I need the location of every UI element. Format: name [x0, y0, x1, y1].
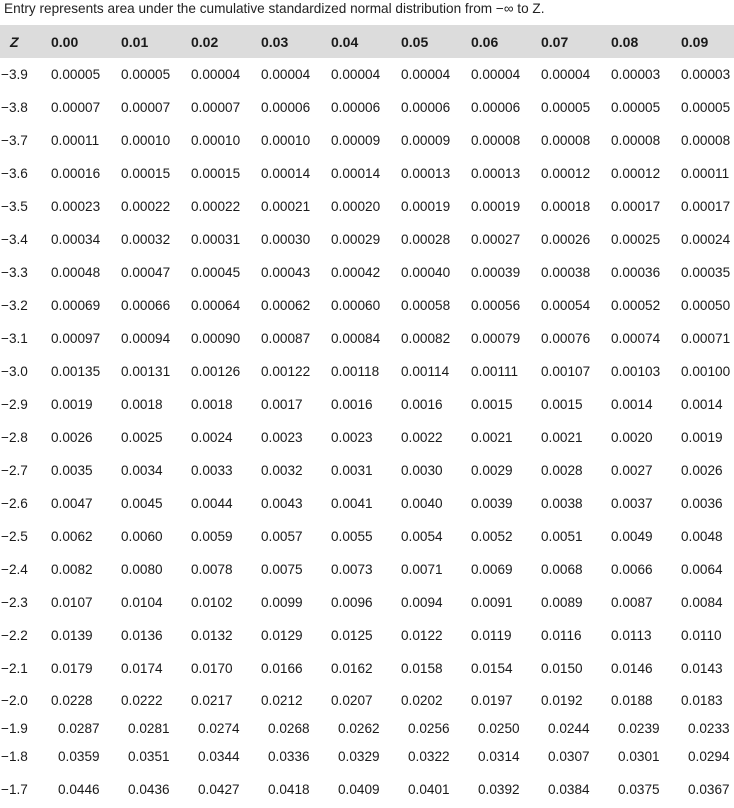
z-value-cell: −1.8 [1, 749, 28, 764]
probability-cell: 0.0314 [478, 749, 520, 764]
probability-cell: 0.0202 [401, 693, 443, 708]
probability-cell: 0.0035 [51, 463, 93, 478]
probability-cell: 0.00004 [331, 67, 381, 82]
table-row [0, 223, 734, 256]
probability-cell: 0.0049 [611, 529, 653, 544]
probability-cell: 0.00010 [121, 133, 171, 148]
probability-cell: 0.00094 [121, 331, 171, 346]
probability-cell: 0.00020 [331, 199, 381, 214]
probability-cell: 0.00066 [121, 298, 171, 313]
probability-cell: 0.0078 [191, 562, 233, 577]
probability-cell: 0.00082 [401, 331, 451, 346]
probability-cell: 0.0031 [331, 463, 373, 478]
probability-cell: 0.0122 [401, 628, 443, 643]
probability-cell: 0.0166 [261, 661, 303, 676]
table-row [0, 289, 734, 322]
z-value-cell: −2.4 [1, 562, 28, 577]
probability-cell: 0.00010 [261, 133, 311, 148]
probability-cell: 0.00114 [401, 364, 450, 379]
probability-cell: 0.00064 [191, 298, 241, 313]
probability-cell: 0.00025 [611, 232, 661, 247]
probability-cell: 0.0262 [338, 720, 380, 736]
table-row [0, 716, 734, 740]
probability-cell: 0.00018 [541, 199, 591, 214]
probability-cell: 0.0069 [471, 562, 513, 577]
header-row [0, 25, 734, 58]
probability-cell: 0.00014 [261, 166, 311, 181]
probability-cell: 0.00030 [261, 232, 311, 247]
probability-cell: 0.00006 [401, 100, 451, 115]
probability-cell: 0.0052 [471, 529, 513, 544]
probability-cell: 0.00038 [541, 265, 591, 280]
probability-cell: 0.0024 [191, 430, 233, 445]
probability-cell: 0.0015 [541, 397, 583, 412]
probability-cell: 0.00006 [331, 100, 381, 115]
probability-cell: 0.00111 [471, 364, 519, 379]
z-value-cell: −3.9 [1, 67, 28, 82]
probability-cell: 0.00019 [401, 199, 451, 214]
probability-cell: 0.00005 [51, 67, 101, 82]
probability-cell: 0.00021 [261, 199, 311, 214]
table-row [0, 190, 734, 223]
probability-cell: 0.00004 [401, 67, 451, 82]
probability-cell: 0.00006 [261, 100, 311, 115]
probability-cell: 0.0018 [121, 397, 163, 412]
probability-cell: 0.0418 [268, 782, 310, 797]
z-value-cell: −3.0 [1, 364, 28, 379]
probability-cell: 0.0018 [191, 397, 233, 412]
probability-cell: 0.0016 [331, 397, 373, 412]
table-row [0, 553, 734, 586]
probability-cell: 0.0162 [331, 661, 373, 676]
probability-cell: 0.0060 [121, 529, 163, 544]
probability-cell: 0.00071 [681, 331, 731, 346]
probability-cell: 0.0017 [261, 397, 303, 412]
probability-cell: 0.00029 [331, 232, 381, 247]
probability-cell: 0.00009 [331, 133, 381, 148]
probability-cell: 0.00011 [51, 133, 100, 148]
probability-cell: 0.00135 [51, 364, 101, 379]
table-caption: Entry represents area under the cumulative standardized normal distribution from −∞ to Z. [4, 1, 545, 16]
column-header: 0.05 [401, 33, 429, 50]
probability-cell: 0.00028 [401, 232, 451, 247]
probability-cell: 0.0073 [331, 562, 373, 577]
probability-cell: 0.0021 [541, 430, 583, 445]
probability-cell: 0.0119 [471, 628, 512, 643]
probability-cell: 0.0094 [401, 595, 443, 610]
probability-cell: 0.00003 [681, 67, 731, 82]
column-header: 0.06 [471, 33, 499, 50]
table-row [0, 740, 734, 773]
probability-cell: 0.00012 [611, 166, 661, 181]
probability-cell: 0.00126 [191, 364, 241, 379]
probability-cell: 0.0174 [121, 661, 163, 676]
probability-cell: 0.0036 [681, 496, 723, 511]
probability-cell: 0.00012 [541, 166, 591, 181]
probability-cell: 0.0154 [471, 661, 513, 676]
probability-cell: 0.0099 [261, 595, 303, 610]
probability-cell: 0.00007 [121, 100, 171, 115]
z-value-cell: −3.3 [1, 265, 28, 280]
probability-cell: 0.0110 [681, 628, 722, 643]
probability-cell: 0.0041 [331, 496, 373, 511]
probability-cell: 0.00043 [261, 265, 311, 280]
probability-cell: 0.0233 [688, 720, 730, 736]
probability-cell: 0.00011 [681, 166, 730, 181]
probability-cell: 0.0032 [261, 463, 303, 478]
probability-cell: 0.00090 [191, 331, 241, 346]
probability-cell: 0.00022 [121, 199, 171, 214]
probability-cell: 0.0015 [471, 397, 513, 412]
probability-cell: 0.00022 [191, 199, 241, 214]
z-value-cell: −2.7 [1, 463, 28, 478]
probability-cell: 0.00023 [51, 199, 101, 214]
probability-cell: 0.0367 [688, 782, 730, 797]
probability-cell: 0.0068 [541, 562, 583, 577]
z-value-cell: −3.1 [1, 331, 28, 346]
probability-cell: 0.0217 [191, 693, 233, 708]
probability-cell: 0.0066 [611, 562, 653, 577]
probability-cell: 0.00024 [681, 232, 731, 247]
probability-cell: 0.0064 [681, 562, 723, 577]
probability-cell: 0.0409 [338, 782, 380, 797]
table-row [0, 124, 734, 157]
table-row [0, 619, 734, 652]
probability-cell: 0.0062 [51, 529, 93, 544]
probability-cell: 0.0026 [51, 430, 93, 445]
probability-cell: 0.0104 [121, 595, 163, 610]
probability-cell: 0.00004 [191, 67, 241, 82]
column-header: 0.00 [51, 33, 79, 50]
table-row [0, 685, 734, 716]
probability-cell: 0.00060 [331, 298, 381, 313]
probability-cell: 0.00118 [331, 364, 380, 379]
probability-cell: 0.0075 [261, 562, 303, 577]
table-row [0, 454, 734, 487]
probability-cell: 0.00004 [541, 67, 591, 82]
probability-cell: 0.00076 [541, 331, 591, 346]
probability-cell: 0.0212 [261, 693, 303, 708]
z-value-cell: −2.6 [1, 496, 28, 511]
probability-cell: 0.0125 [331, 628, 373, 643]
z-value-cell: −2.3 [1, 595, 28, 610]
probability-cell: 0.00017 [611, 199, 661, 214]
probability-cell: 0.0029 [471, 463, 513, 478]
table-row [0, 487, 734, 520]
column-header: 0.07 [541, 33, 569, 50]
probability-cell: 0.0030 [401, 463, 443, 478]
probability-cell: 0.0228 [51, 693, 93, 708]
probability-cell: 0.0039 [471, 496, 513, 511]
probability-cell: 0.0392 [478, 782, 520, 797]
probability-cell: 0.0150 [541, 661, 583, 676]
probability-cell: 0.00026 [541, 232, 591, 247]
probability-cell: 0.0107 [51, 595, 93, 610]
probability-cell: 0.0028 [541, 463, 583, 478]
probability-cell: 0.00003 [611, 67, 661, 82]
probability-cell: 0.0016 [401, 397, 443, 412]
probability-cell: 0.00005 [681, 100, 731, 115]
probability-cell: 0.0047 [51, 496, 93, 511]
probability-cell: 0.00131 [121, 364, 171, 379]
probability-cell: 0.0023 [261, 430, 303, 445]
probability-cell: 0.00004 [471, 67, 521, 82]
probability-cell: 0.0102 [191, 595, 233, 610]
probability-cell: 0.0307 [548, 749, 590, 764]
probability-cell: 0.0329 [338, 749, 380, 764]
probability-cell: 0.00007 [51, 100, 101, 115]
probability-cell: 0.00009 [401, 133, 451, 148]
probability-cell: 0.00007 [191, 100, 241, 115]
probability-cell: 0.0351 [128, 749, 170, 764]
column-header: 0.03 [261, 33, 289, 50]
probability-cell: 0.0239 [618, 720, 660, 736]
probability-cell: 0.0043 [261, 496, 303, 511]
probability-cell: 0.00103 [611, 364, 661, 379]
probability-cell: 0.0071 [401, 562, 443, 577]
probability-cell: 0.0170 [191, 661, 233, 676]
z-value-cell: −2.8 [1, 430, 28, 445]
probability-cell: 0.0359 [58, 749, 100, 764]
probability-cell: 0.0427 [198, 782, 240, 797]
probability-cell: 0.0014 [611, 397, 653, 412]
table-row [0, 586, 734, 619]
probability-cell: 0.0384 [548, 782, 590, 797]
probability-cell: 0.00036 [611, 265, 661, 280]
probability-cell: 0.0281 [128, 720, 170, 736]
table-row [0, 388, 734, 421]
probability-cell: 0.0034 [121, 463, 163, 478]
probability-cell: 0.0250 [478, 720, 520, 736]
probability-cell: 0.0023 [331, 430, 373, 445]
probability-cell: 0.0192 [541, 693, 583, 708]
probability-cell: 0.0294 [688, 749, 730, 764]
probability-cell: 0.00027 [471, 232, 521, 247]
probability-cell: 0.00039 [471, 265, 521, 280]
probability-cell: 0.0436 [128, 782, 170, 797]
probability-cell: 0.00107 [541, 364, 591, 379]
z-value-cell: −1.9 [1, 720, 28, 736]
probability-cell: 0.00087 [261, 331, 311, 346]
probability-cell: 0.0143 [681, 661, 723, 676]
probability-cell: 0.00040 [401, 265, 451, 280]
probability-cell: 0.0059 [191, 529, 233, 544]
column-header: 0.08 [611, 33, 639, 50]
probability-cell: 0.00042 [331, 265, 381, 280]
probability-cell: 0.00100 [681, 364, 731, 379]
probability-cell: 0.00014 [331, 166, 381, 181]
probability-cell: 0.0026 [681, 463, 723, 478]
probability-cell: 0.00048 [51, 265, 101, 280]
probability-cell: 0.0132 [191, 628, 233, 643]
probability-cell: 0.00017 [681, 199, 731, 214]
probability-cell: 0.0014 [681, 397, 723, 412]
probability-cell: 0.0183 [681, 693, 723, 708]
table-body [0, 58, 734, 806]
probability-cell: 0.0033 [191, 463, 233, 478]
probability-cell: 0.0222 [121, 693, 163, 708]
column-header: 0.02 [191, 33, 219, 50]
probability-cell: 0.0084 [681, 595, 723, 610]
probability-cell: 0.0019 [681, 430, 723, 445]
z-value-cell: −2.1 [1, 661, 28, 676]
z-value-cell: −3.5 [1, 199, 28, 214]
z-value-cell: −3.8 [1, 100, 28, 115]
probability-cell: 0.0019 [51, 397, 93, 412]
probability-cell: 0.00013 [401, 166, 451, 181]
probability-cell: 0.0287 [58, 720, 100, 736]
z-value-cell: −3.6 [1, 166, 28, 181]
probability-cell: 0.0055 [331, 529, 373, 544]
probability-cell: 0.0048 [681, 529, 723, 544]
probability-cell: 0.0207 [331, 693, 373, 708]
probability-cell: 0.0054 [401, 529, 443, 544]
probability-cell: 0.00005 [541, 100, 591, 115]
probability-cell: 0.00069 [51, 298, 101, 313]
probability-cell: 0.00050 [681, 298, 731, 313]
probability-cell: 0.0446 [58, 782, 100, 797]
probability-cell: 0.00008 [541, 133, 591, 148]
z-value-cell: −3.7 [1, 133, 28, 148]
z-column-header: Z [10, 33, 19, 50]
probability-cell: 0.0040 [401, 496, 443, 511]
probability-cell: 0.00016 [51, 166, 101, 181]
probability-cell: 0.00004 [261, 67, 311, 82]
probability-cell: 0.0087 [611, 595, 653, 610]
probability-cell: 0.0179 [51, 661, 93, 676]
probability-cell: 0.0021 [471, 430, 513, 445]
probability-cell: 0.00097 [51, 331, 101, 346]
column-header: 0.04 [331, 33, 359, 50]
probability-cell: 0.0188 [611, 693, 653, 708]
probability-cell: 0.00010 [191, 133, 241, 148]
probability-cell: 0.0139 [51, 628, 93, 643]
probability-cell: 0.00015 [191, 166, 241, 181]
z-value-cell: −2.5 [1, 529, 28, 544]
probability-cell: 0.0129 [261, 628, 303, 643]
z-value-cell: −2.2 [1, 628, 28, 643]
probability-cell: 0.0136 [121, 628, 163, 643]
table-row [0, 157, 734, 190]
probability-cell: 0.00031 [191, 232, 241, 247]
probability-cell: 0.0274 [198, 720, 240, 736]
probability-cell: 0.00045 [191, 265, 241, 280]
probability-cell: 0.0401 [408, 782, 450, 797]
z-value-cell: −3.2 [1, 298, 28, 313]
probability-cell: 0.00005 [121, 67, 171, 82]
probability-cell: 0.00084 [331, 331, 381, 346]
probability-cell: 0.0113 [611, 628, 652, 643]
probability-cell: 0.0336 [268, 749, 310, 764]
probability-cell: 0.0080 [121, 562, 163, 577]
probability-cell: 0.0096 [331, 595, 373, 610]
z-value-cell: −2.0 [1, 693, 28, 708]
probability-cell: 0.00074 [611, 331, 661, 346]
probability-cell: 0.00058 [401, 298, 451, 313]
probability-cell: 0.0020 [611, 430, 653, 445]
table-row [0, 91, 734, 124]
probability-cell: 0.00015 [121, 166, 171, 181]
probability-cell: 0.00035 [681, 265, 731, 280]
probability-cell: 0.00052 [611, 298, 661, 313]
table-row [0, 652, 734, 685]
probability-cell: 0.0045 [121, 496, 163, 511]
z-table [0, 25, 734, 806]
probability-cell: 0.0256 [408, 720, 450, 736]
probability-cell: 0.00005 [611, 100, 661, 115]
z-value-cell: −1.7 [1, 782, 28, 797]
probability-cell: 0.00006 [471, 100, 521, 115]
probability-cell: 0.0022 [401, 430, 443, 445]
z-value-cell: −3.4 [1, 232, 28, 247]
probability-cell: 0.0244 [548, 720, 590, 736]
probability-cell: 0.00054 [541, 298, 591, 313]
probability-cell: 0.0057 [261, 529, 303, 544]
probability-cell: 0.0344 [198, 749, 240, 764]
column-header: 0.01 [121, 33, 149, 50]
probability-cell: 0.00013 [471, 166, 521, 181]
probability-cell: 0.0301 [618, 749, 660, 764]
probability-cell: 0.0025 [121, 430, 163, 445]
probability-cell: 0.0268 [268, 720, 310, 736]
probability-cell: 0.0146 [611, 661, 653, 676]
probability-cell: 0.0375 [618, 782, 660, 797]
probability-cell: 0.00008 [611, 133, 661, 148]
table-row [0, 355, 734, 388]
probability-cell: 0.0027 [611, 463, 653, 478]
table-row [0, 773, 734, 806]
probability-cell: 0.0158 [401, 661, 443, 676]
table-row [0, 256, 734, 289]
probability-cell: 0.0116 [541, 628, 582, 643]
table-row [0, 58, 734, 91]
probability-cell: 0.0051 [541, 529, 583, 544]
column-header: 0.09 [681, 33, 709, 50]
probability-cell: 0.0082 [51, 562, 93, 577]
probability-cell: 0.0037 [611, 496, 653, 511]
probability-cell: 0.0197 [471, 693, 513, 708]
probability-cell: 0.0091 [471, 595, 513, 610]
probability-cell: 0.00008 [471, 133, 521, 148]
probability-cell: 0.00019 [471, 199, 521, 214]
probability-cell: 0.0322 [408, 749, 450, 764]
probability-cell: 0.00122 [261, 364, 311, 379]
probability-cell: 0.00056 [471, 298, 521, 313]
probability-cell: 0.00079 [471, 331, 521, 346]
probability-cell: 0.0089 [541, 595, 583, 610]
probability-cell: 0.00034 [51, 232, 101, 247]
table-row [0, 421, 734, 454]
z-value-cell: −2.9 [1, 397, 28, 412]
probability-cell: 0.00032 [121, 232, 171, 247]
table-row [0, 520, 734, 553]
probability-cell: 0.0044 [191, 496, 233, 511]
probability-cell: 0.00047 [121, 265, 171, 280]
table-row [0, 322, 734, 355]
probability-cell: 0.00062 [261, 298, 311, 313]
probability-cell: 0.0038 [541, 496, 583, 511]
probability-cell: 0.00008 [681, 133, 731, 148]
